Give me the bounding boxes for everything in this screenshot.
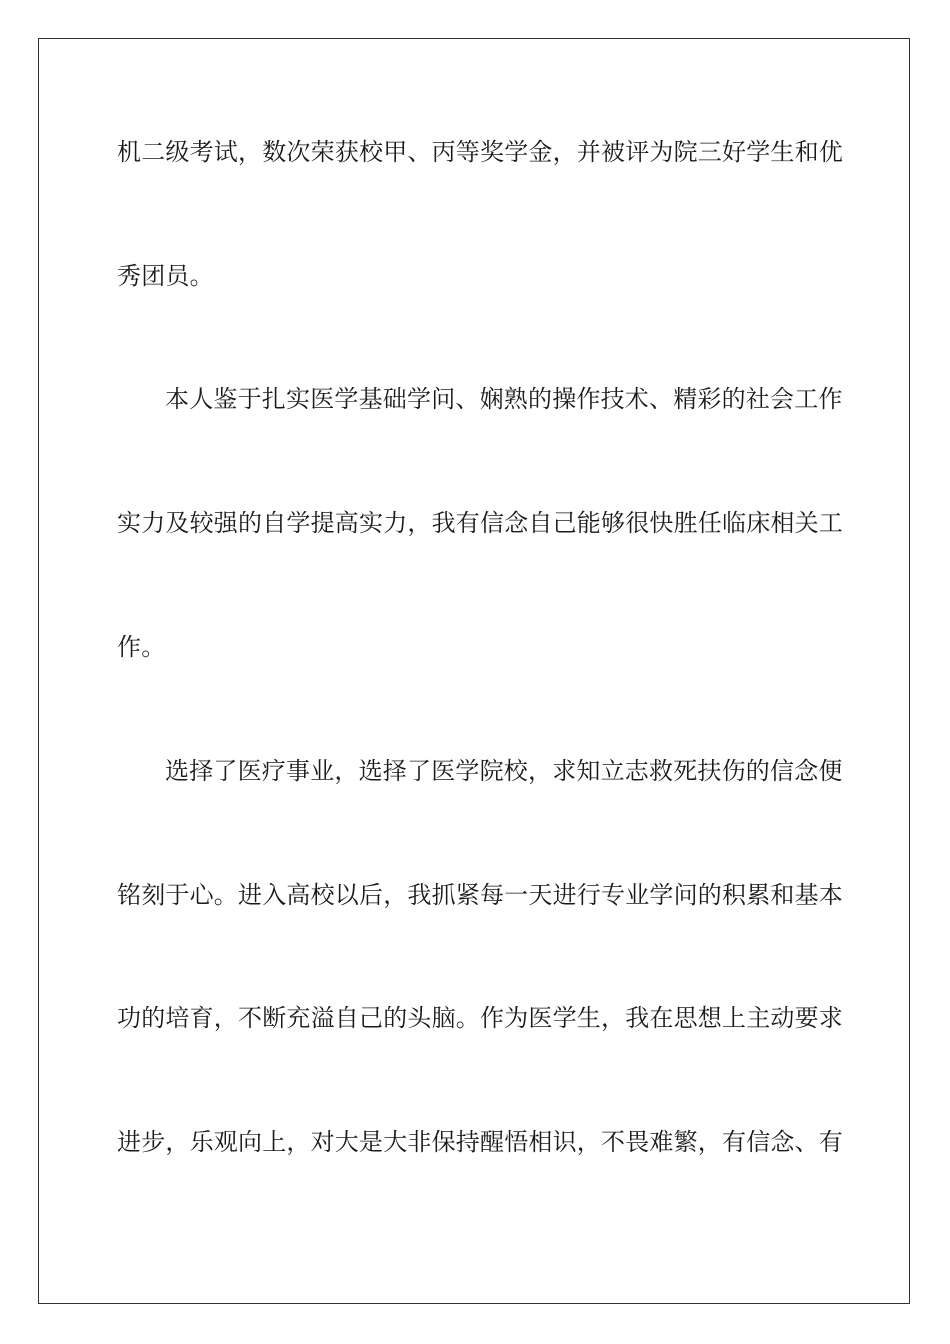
text-line-8: 功的培育，不断充溢自己的头脑。作为医学生，我在思想上主动要求 — [117, 1004, 843, 1032]
text-line-7: 铭刻于心。进入高校以后，我抓紧每一天进行专业学问的积累和基本 — [117, 881, 843, 909]
page-border — [38, 38, 910, 1304]
text-line-3: 本人鉴于扎实医学基础学问、娴熟的操作技术、精彩的社会工作 — [165, 385, 843, 413]
text-line-4: 实力及较强的自学提高实力，我有信念自己能够很快胜任临床相关工 — [117, 509, 843, 537]
text-line-9: 进步，乐观向上，对大是大非保持醒悟相识，不畏难繁，有信念、有 — [117, 1128, 843, 1156]
text-line-1: 机二级考试，数次荣获校甲、丙等奖学金，并被评为院三好学生和优 — [117, 138, 843, 166]
text-line-2: 秀团员。 — [117, 262, 214, 290]
text-line-5: 作。 — [117, 633, 166, 661]
text-line-6: 选择了医疗事业，选择了医学院校，求知立志救死扶伤的信念便 — [165, 757, 843, 785]
